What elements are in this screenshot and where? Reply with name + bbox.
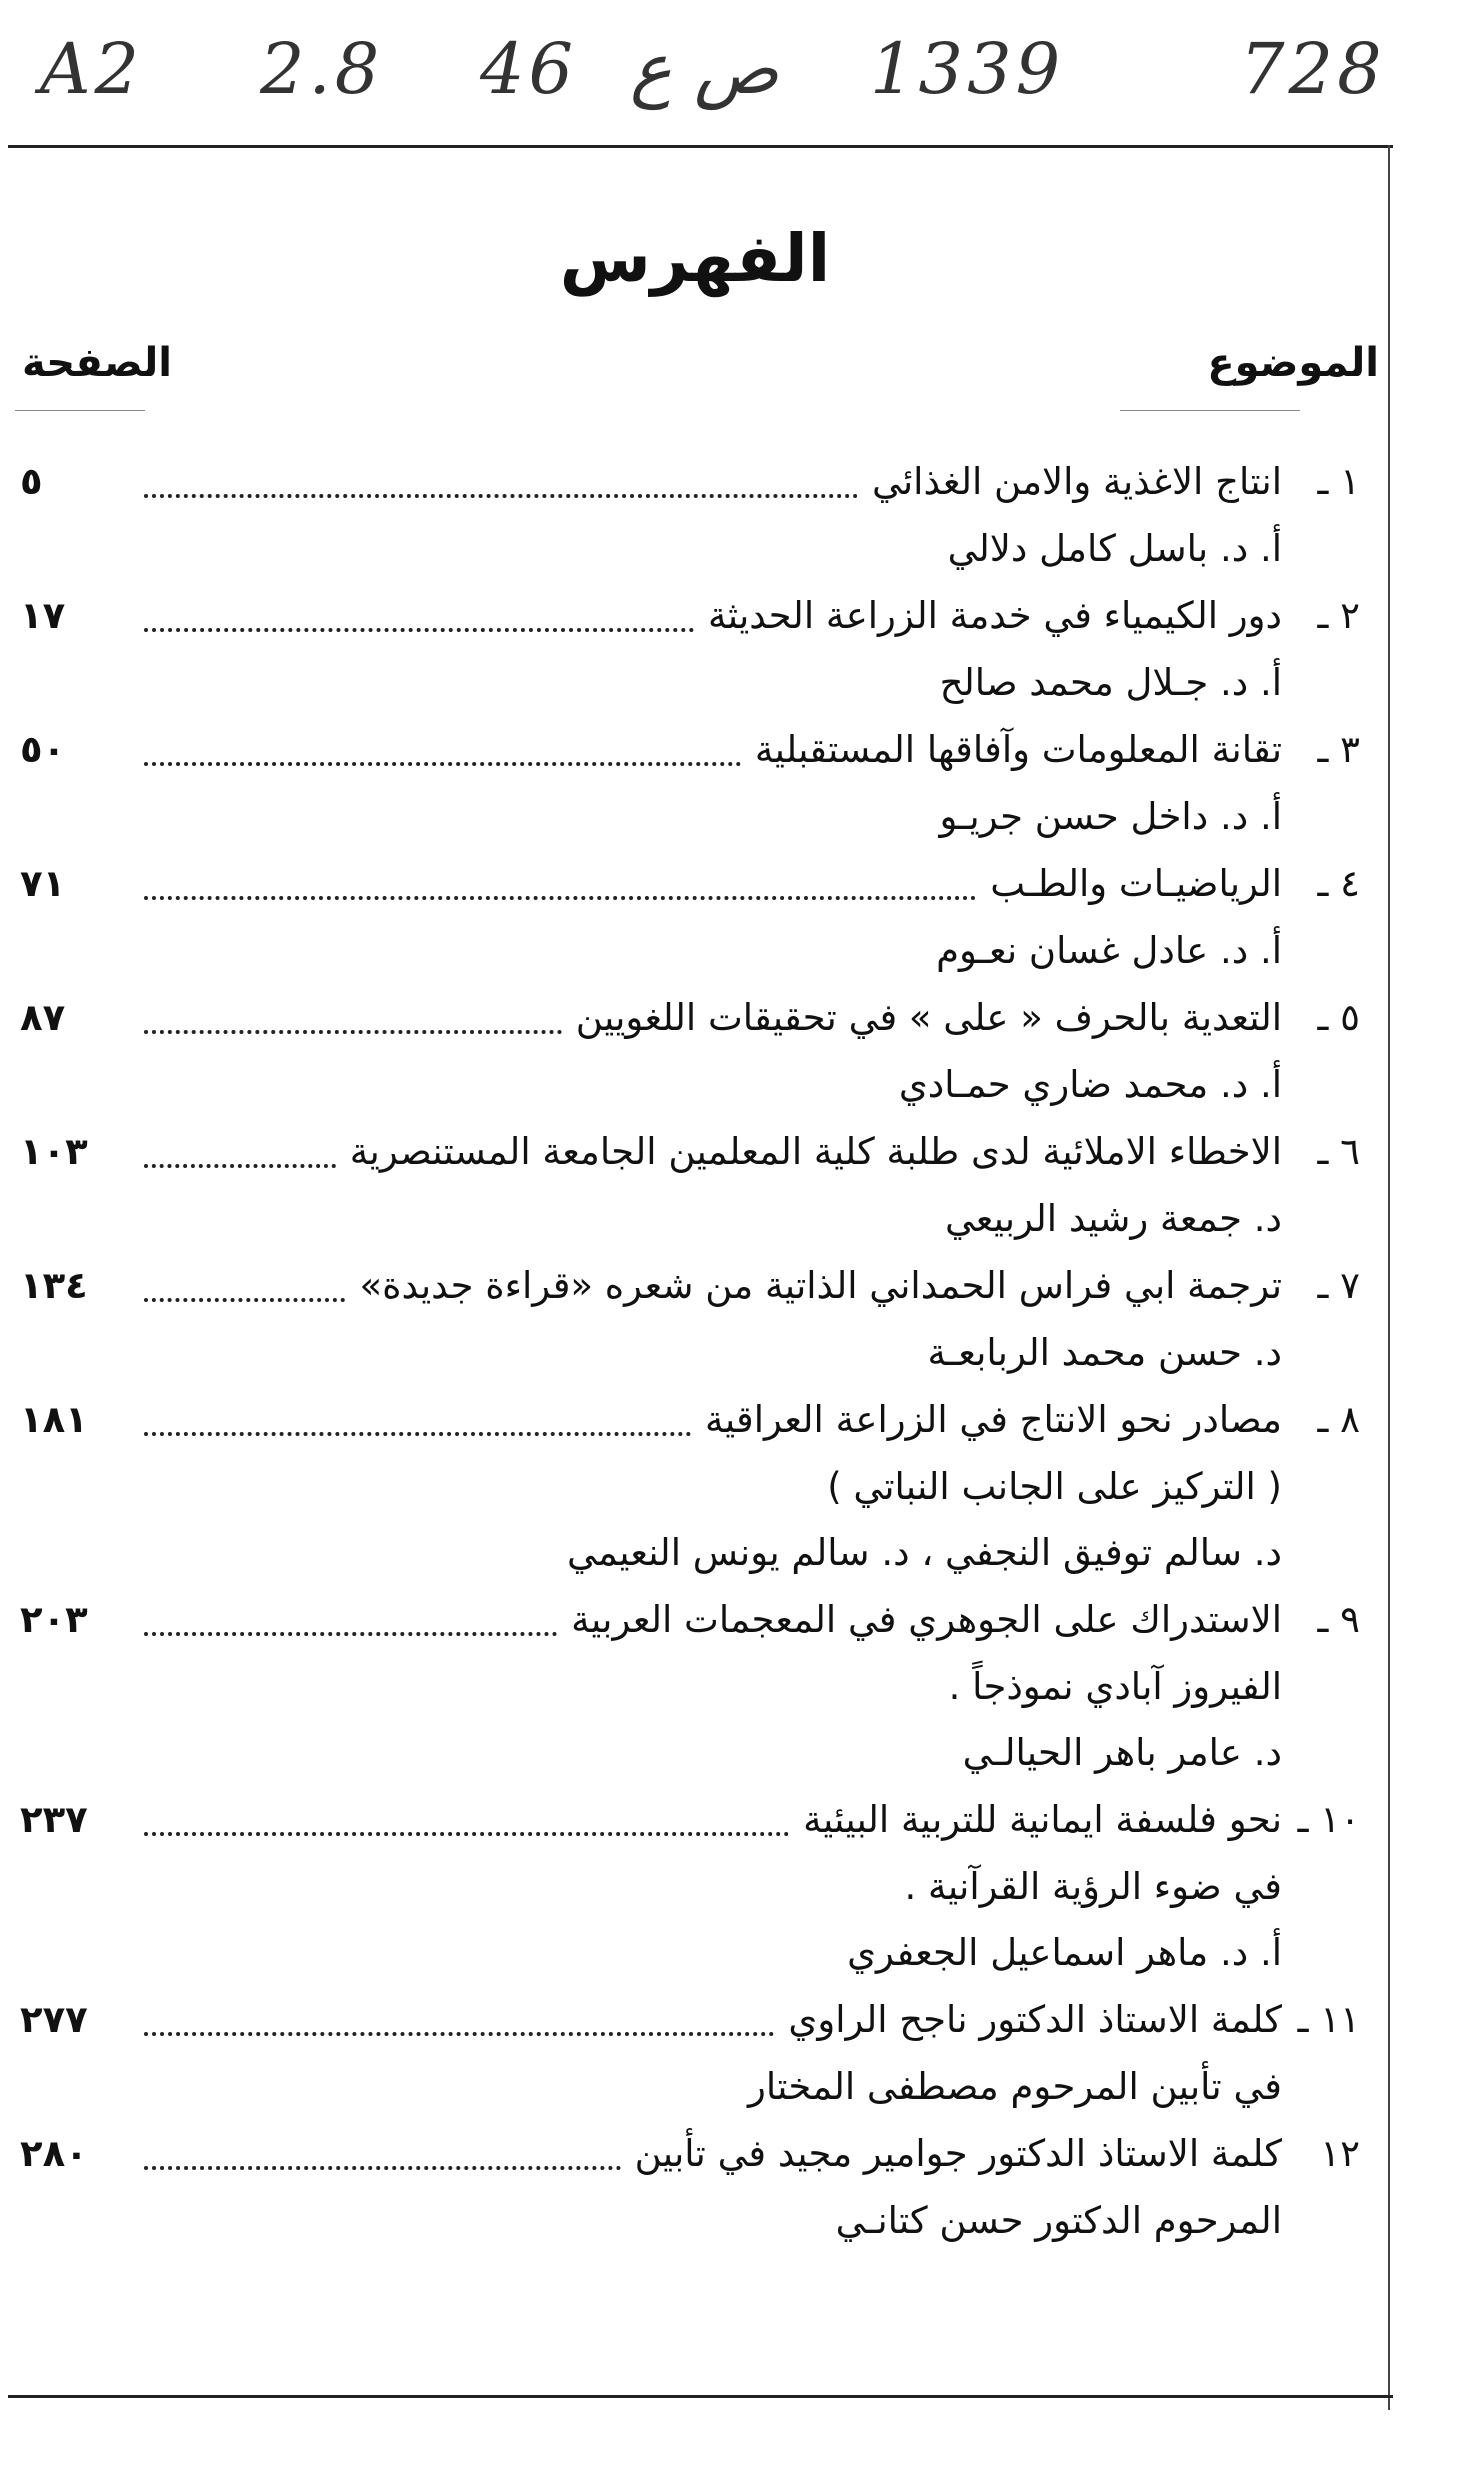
entry-author: أ. د. محمد ضاري حمـادي [898, 1063, 1282, 1106]
bottom-border-rule [8, 2395, 1393, 2398]
entry-title: الاخطاء الاملائية لدى طلبة كلية المعلمين الجامعة المستنصرية [349, 1130, 1282, 1173]
toc-entry [20, 582, 1360, 716]
top-border-rule [8, 145, 1393, 148]
entry-page-number: ٥ [20, 460, 43, 503]
entry-page-number: ٢٠٣ [20, 1598, 88, 1641]
toc-entry [20, 1786, 1360, 1986]
toc-entry [20, 850, 1360, 984]
entry-title: كلمة الاستاذ الدكتور ناجح الراوي [788, 1998, 1282, 2041]
entry-title: الاستدراك على الجوهري في المعجمات العربية [571, 1598, 1282, 1641]
entry-subtitle: في ضوء الرؤية القرآنية . [904, 1865, 1282, 1908]
entry-title: كلمة الاستاذ الدكتور جوامير مجيد في تأبين [634, 2132, 1282, 2175]
entry-page-number: ٢٣٧ [20, 1798, 88, 1841]
dot-leader [144, 762, 741, 766]
entry-author: أ. د. ماهر اسماعيل الجعفري [847, 1931, 1282, 1974]
toc-entry [20, 1386, 1360, 1586]
entry-number: ١ ـ [1317, 460, 1360, 503]
entry-number: ١٢ [1320, 2132, 1360, 2175]
column-header-page: الصفحة [22, 340, 173, 386]
toc-entry [20, 984, 1360, 1118]
entry-title: دور الكيمياء في خدمة الزراعة الحديثة [707, 594, 1282, 637]
dot-leader [144, 1164, 336, 1168]
toc-entry [20, 1252, 1360, 1386]
column-header-topic: الموضوع [1207, 340, 1379, 386]
entry-page-number: ١٨١ [20, 1398, 88, 1441]
dot-leader [144, 1632, 557, 1636]
dot-leader [144, 2032, 774, 2036]
annotation-part: 728 [1240, 28, 1386, 110]
toc-entry [20, 1986, 1360, 2120]
entry-title: انتاج الاغذية والامن الغذائي [872, 460, 1282, 503]
entry-number: ٨ ـ [1317, 1398, 1360, 1441]
entry-author: د. سالم توفيق النجفي ، د. سالم يونس النعيمي [567, 1531, 1282, 1574]
dot-leader [144, 1432, 691, 1436]
entry-title: مصادر نحو الانتاج في الزراعة العراقية [705, 1398, 1282, 1441]
dot-leader [144, 494, 858, 498]
entry-author: د. جمعة رشيد الربيعي [944, 1197, 1282, 1240]
toc-entry [20, 716, 1360, 850]
entry-number: ٩ ـ [1317, 1598, 1360, 1641]
entry-title: تقانة المعلومات وآفاقها المستقبلية [754, 728, 1282, 771]
entry-subtitle: في تأبين المرحوم مصطفى المختار [748, 2065, 1282, 2108]
entry-page-number: ٢٨٠ [20, 2132, 88, 2175]
toc-entry [20, 1586, 1360, 1786]
entry-page-number: ٧١ [20, 862, 66, 905]
entry-page-number: ١٧ [20, 594, 66, 637]
entry-number: ٥ ـ [1317, 996, 1360, 1039]
entry-author: د. عامر باهر الحيالـي [962, 1731, 1282, 1774]
annotation-part: 46 [480, 28, 578, 110]
entry-subtitle: المرحوم الدكتور حسن كتانـي [835, 2199, 1282, 2242]
annotation-part: 2.8 [260, 28, 384, 110]
entry-number: ٤ ـ [1317, 862, 1360, 905]
dot-leader [144, 628, 694, 632]
entry-title: التعدية بالحرف « على » في تحقيقات اللغويين [575, 996, 1282, 1039]
annotation-part: ص ع [630, 28, 779, 110]
toc-entry [20, 1118, 1360, 1252]
entry-page-number: ٨٧ [20, 996, 66, 1039]
entry-author: أ. د. عادل غسان نعـوم [936, 929, 1282, 972]
handwritten-annotation [40, 28, 1440, 138]
entry-subtitle: الفيروز آبادي نموذجاً . [948, 1665, 1282, 1708]
entry-title: ترجمة ابي فراس الحمداني الذاتية من شعره «قراءة جديدة» [359, 1264, 1282, 1307]
dot-leader [144, 896, 976, 900]
entry-number: ٣ ـ [1317, 728, 1360, 771]
toc-entry [20, 2120, 1360, 2254]
annotation-part: A2 [40, 28, 144, 110]
dot-leader [144, 2166, 621, 2170]
entry-author: أ. د. باسل كامل دلالي [947, 527, 1282, 570]
dot-leader [144, 1298, 345, 1302]
entry-title: نحو فلسفة ايمانية للتربية البيئية [803, 1798, 1282, 1841]
entry-author: أ. د. داخل حسن جريـو [939, 795, 1282, 838]
page-title: الفهرس [559, 220, 831, 297]
table-of-contents [20, 448, 1360, 2254]
entry-number: ١١ ـ [1297, 1998, 1360, 2041]
entry-author: د. حسن محمد الربابعـة [927, 1331, 1282, 1374]
page-header-underline [15, 410, 145, 411]
entry-number: ٦ ـ [1317, 1130, 1360, 1173]
entry-number: ٢ ـ [1317, 594, 1360, 637]
entry-page-number: ٥٠ [20, 728, 66, 771]
entry-author: أ. د. جـلال محمد صالح [939, 661, 1282, 704]
entry-page-number: ٢٧٧ [20, 1998, 88, 2041]
dot-leader [144, 1030, 562, 1034]
annotation-part: 1339 [870, 28, 1065, 110]
entry-number: ١٠ ـ [1297, 1798, 1360, 1841]
entry-title: الرياضيـات والطـب [990, 862, 1282, 905]
topic-header-underline [1120, 410, 1300, 411]
dot-leader [144, 1832, 789, 1836]
right-border-rule [1388, 145, 1390, 2410]
entry-page-number: ١٣٤ [20, 1264, 88, 1307]
entry-subtitle: ( التركيز على الجانب النباتي ) [827, 1465, 1282, 1508]
entry-number: ٧ ـ [1317, 1264, 1360, 1307]
toc-entry [20, 448, 1360, 582]
entry-page-number: ١٠٣ [20, 1130, 88, 1173]
